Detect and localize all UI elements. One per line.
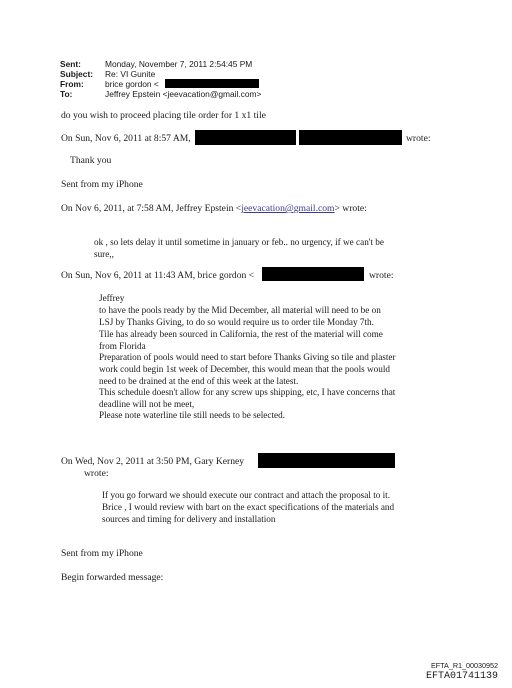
- gary-line: Brice , I would review with bart on the exact specifications of the materials and: [102, 502, 395, 512]
- quote3-prefix: On Sun, Nov 6, 2011 at 11:43 AM, brice gordon <: [61, 270, 255, 281]
- sent-from-iphone-2: Sent from my iPhone: [61, 548, 143, 559]
- quote1-suffix: wrote:: [406, 133, 431, 144]
- letter-line: Tile has already been sourced in California, the rest of the material will come: [99, 329, 383, 339]
- subject-value: Re: VI Gunite: [105, 69, 156, 79]
- to-label: To:: [60, 89, 73, 99]
- letter-line: Jeffrey: [99, 293, 125, 303]
- from-label: From:: [60, 79, 84, 89]
- from-value: brice gordon <: [105, 79, 159, 89]
- redaction-from: [165, 79, 259, 88]
- thank-you: Thank you: [70, 155, 112, 166]
- letter-line: This schedule doesn't allow for any screw ups shipping, etc, I have concerns that: [99, 387, 396, 397]
- quote3-suffix: wrote:: [369, 270, 394, 281]
- letter-line: LSJ by Thanks Giving, to do so would require us to order tile Monday 7th.: [99, 317, 374, 327]
- letter-line: deadline will not be meet,: [99, 399, 195, 409]
- quote2-prefix: On Nov 6, 2011, at 7:58 AM, Jeffrey Epstein <: [61, 203, 242, 214]
- sent-label: Sent:: [60, 59, 81, 69]
- redaction-quote3: [262, 267, 364, 281]
- letter-line: Preparation of pools would need to start before Thanks Giving so tile and plaster: [99, 352, 396, 362]
- to-value: Jeffrey Epstein <jeevacation@gmail.com>: [105, 89, 262, 99]
- letter-line: Please note waterline tile still needs to be selected.: [99, 410, 285, 420]
- letter-line: from Florida: [99, 341, 146, 351]
- redaction-quote1-a: [195, 130, 296, 145]
- redaction-quote1-b: [299, 130, 402, 145]
- quote4-wrote: wrote:: [84, 468, 109, 479]
- redaction-quote4: [258, 453, 395, 468]
- begin-forwarded: Begin forwarded message:: [61, 572, 164, 583]
- gary-line: sources and timing for delivery and installation: [102, 514, 276, 524]
- quote1-prefix: On Sun, Nov 6, 2011 at 8:57 AM,: [61, 133, 191, 144]
- ok-line-1: ok , so lets delay it until sometime in january or feb.. no urgency, if we can't be: [94, 237, 384, 247]
- subject-label: Subject:: [60, 69, 94, 79]
- sent-value: Monday, November 7, 2011 2:54:45 PM: [105, 59, 253, 69]
- quote2-line: [61, 203, 367, 215]
- letter-line: to have the pools ready by the Mid December, all material will need to be on: [99, 305, 381, 315]
- doc-id-small: EFTA_R1_00030952: [431, 661, 498, 670]
- quote2-suffix: > wrote:: [334, 203, 367, 214]
- letter-line: work could begin 1st week of December, this would mean that the pools would: [99, 364, 391, 374]
- doc-id-large: EFTA01741139: [425, 671, 498, 682]
- quote4-prefix: On Wed, Nov 2, 2011 at 3:50 PM, Gary Kerney: [61, 456, 245, 467]
- ok-line-2: sure,,: [94, 249, 114, 259]
- email-link[interactable]: jeevacation@gmail.com: [241, 203, 335, 214]
- question-line: do you wish to proceed placing tile order for 1 x1 tile: [61, 110, 266, 121]
- sent-from-iphone-1: Sent from my iPhone: [61, 179, 143, 190]
- gary-line: If you go forward we should execute our contract and attach the proposal to it.: [102, 490, 391, 500]
- letter-line: need to be drained at the end of this week at the latest.: [99, 376, 299, 386]
